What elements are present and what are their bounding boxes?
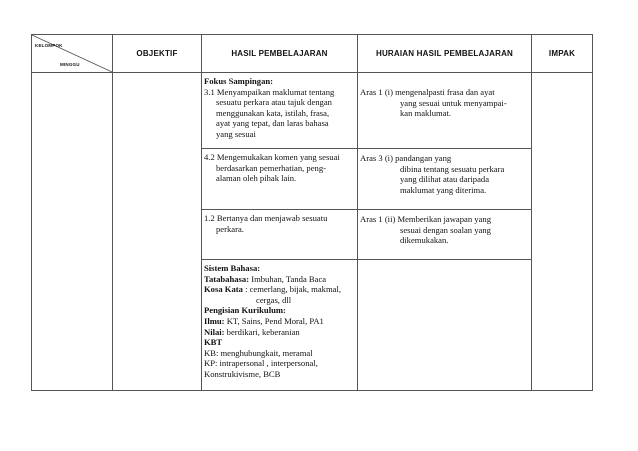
kb-line: KB: menghubungkait, meramal [204,347,313,358]
kosa-kata-value-cont: cergas, dll [256,294,292,305]
impak-cell [532,73,593,391]
hasil-line: ayat yang tepat, dan laras bahasa [216,118,329,129]
huraian-cell [358,149,532,210]
hasil-line: 4.2 Mengemukakan komen yang sesuai [204,152,340,162]
kp-line: KP: intrapersonal , interpersonal, [204,358,318,369]
hasil-line: 3.1 Menyampaikan maklumat tentang [204,86,335,97]
huraian-cell [358,73,532,149]
fokus-title: Fokus Sampingan: [204,76,274,86]
kelompok-cell [32,73,113,391]
header-row [32,35,593,73]
huraian-line: kan maklumat. [400,108,452,119]
objektif-header: OBJEKTIF [113,35,202,73]
huraian-cell-empty [358,260,532,391]
hasil-line: berdasarkan pemerhatian, peng- [216,162,326,173]
hasil-line: perkara. [216,223,244,234]
huraian-line: yang sesuai untuk menyampai- [400,97,507,108]
ilmu-value: KT, Sains, Pend Moral, PA1 [224,315,324,326]
konstruk-line: Konstrukivisme, BCB [204,368,281,379]
huraian-header: HURAIAN HASIL PEMBELAJARAN [358,35,532,73]
hasil-line: yang sesuai [216,128,256,139]
hasil-line: alaman oleh pihak lain. [216,173,297,184]
hasil-header: HASIL PEMBELAJARAN [202,35,358,73]
sistem-bahasa-cell [202,260,358,391]
kelompok-minggu-header [32,35,113,73]
huraian-line: dibina tentang sesuatu perkara [400,163,505,174]
ilmu-label: Ilmu: [204,315,225,326]
sistem-title: Sistem Bahasa: [204,263,261,273]
pengisian-title: Pengisian Kurikulum: [204,305,286,316]
huraian-line: Aras 1 (i) mengenalpasti frasa dan ayat [360,87,495,97]
hasil-line: menggunakan kata, istilah, frasa, [216,107,330,118]
hasil-line: 1.2 Bertanya dan menjawab sesuatu [204,213,328,223]
huraian-line: yang dilihat atau daripada [400,174,490,185]
minggu-label: MINGGU [60,62,80,67]
hasil-cell [202,149,358,210]
huraian-line: Aras 3 (i) pandangan yang [360,153,452,163]
table-row [32,73,593,149]
hasil-cell [202,73,358,149]
kosa-kata-label: Kosa Kata [204,284,243,295]
kosa-kata-value: : cemerlang, bijak, makmal, [242,284,341,295]
tatabahasa-label: Tatabahasa: [204,273,250,284]
lesson-plan-table [31,34,593,391]
nilai-value: berdikari, keberanian [224,326,300,337]
impak-header: IMPAK [532,35,593,73]
huraian-line: sesuai dengan soalan yang [400,224,491,235]
hasil-cell [202,210,358,260]
hasil-line: sesuatu perkara atau tajuk dengan [216,97,332,108]
tatabahasa-value: Imbuhan, Tanda Baca [249,273,327,284]
nilai-label: Nilai: [204,326,225,337]
huraian-line: Aras 1 (ii) Memberikan jawapan yang [360,214,492,224]
kelompok-label: KELOMPOK [35,43,63,48]
objektif-cell [113,73,202,391]
huraian-line: dikemukakan. [400,235,449,246]
huraian-line: maklumat yang diterima. [400,184,487,195]
kbt-title: KBT [204,337,223,348]
huraian-cell [358,210,532,260]
